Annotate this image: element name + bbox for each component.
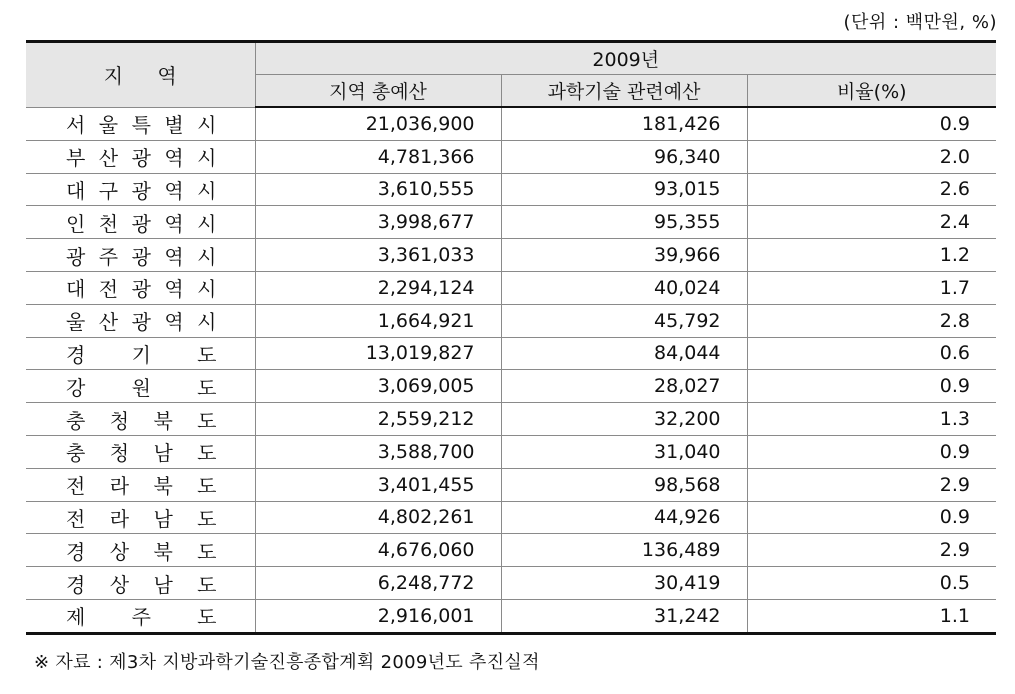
- table-row: [26, 173, 996, 206]
- total-budget-cell: 4,781,366: [255, 140, 501, 173]
- science-budget-cell: 96,340: [501, 140, 747, 173]
- ratio-cell: 2.9: [747, 534, 996, 567]
- region-cell: 울 산 광 역 시: [26, 304, 255, 337]
- science-budget-cell: 28,027: [501, 370, 747, 403]
- table-row: [26, 403, 996, 436]
- total-budget-cell: 2,559,212: [255, 403, 501, 436]
- total-budget-cell: 6,248,772: [255, 567, 501, 600]
- total-budget-cell: 3,401,455: [255, 468, 501, 501]
- science-budget-cell: 39,966: [501, 239, 747, 272]
- source-note: ※ 자료 : 제3차 지방과학기술진흥종합계획 2009년도 추진실적: [34, 652, 540, 673]
- science-budget-cell: 98,568: [501, 468, 747, 501]
- total-budget-cell: 13,019,827: [255, 337, 501, 370]
- table-row: [26, 337, 996, 370]
- table-row: [26, 239, 996, 272]
- table-row: [26, 107, 996, 140]
- science-budget-cell: 45,792: [501, 304, 747, 337]
- region-cell: 전 라 북 도: [26, 468, 255, 501]
- table-row: [26, 140, 996, 173]
- ratio-cell: 2.4: [747, 206, 996, 239]
- total-budget-cell: 4,676,060: [255, 534, 501, 567]
- science-budget-cell: 84,044: [501, 337, 747, 370]
- table-row: [26, 435, 996, 468]
- table-header: [26, 42, 996, 108]
- science-budget-header: 과학기술 관련예산: [501, 75, 747, 108]
- ratio-cell: 1.2: [747, 239, 996, 272]
- total-budget-cell: 2,294,124: [255, 271, 501, 304]
- ratio-cell: 1.3: [747, 403, 996, 436]
- total-budget-cell: 3,069,005: [255, 370, 501, 403]
- ratio-cell: 2.0: [747, 140, 996, 173]
- table-row: [26, 501, 996, 534]
- total-budget-cell: 3,610,555: [255, 173, 501, 206]
- ratio-cell: 0.6: [747, 337, 996, 370]
- region-cell: 경 상 남 도: [26, 567, 255, 600]
- science-budget-cell: 181,426: [501, 107, 747, 140]
- unit-note: (단위 : 백만원, %): [843, 12, 997, 33]
- ratio-cell: 0.9: [747, 435, 996, 468]
- region-cell: 전 라 남 도: [26, 501, 255, 534]
- science-budget-cell: 95,355: [501, 206, 747, 239]
- table-row: [26, 599, 996, 633]
- ratio-cell: 0.9: [747, 501, 996, 534]
- table-row: [26, 271, 996, 304]
- region-cell: 인 천 광 역 시: [26, 206, 255, 239]
- region-cell: 강 원 도: [26, 370, 255, 403]
- science-budget-cell: 40,024: [501, 271, 747, 304]
- ratio-cell: 2.6: [747, 173, 996, 206]
- region-cell: 대 구 광 역 시: [26, 173, 255, 206]
- science-budget-cell: 136,489: [501, 534, 747, 567]
- region-cell: 광 주 광 역 시: [26, 239, 255, 272]
- region-cell: 경 상 북 도: [26, 534, 255, 567]
- region-cell: 경 기 도: [26, 337, 255, 370]
- region-cell: 제 주 도: [26, 599, 255, 633]
- total-budget-cell: 2,916,001: [255, 599, 501, 633]
- total-budget-cell: 3,998,677: [255, 206, 501, 239]
- science-budget-cell: 93,015: [501, 173, 747, 206]
- total-budget-cell: 21,036,900: [255, 107, 501, 140]
- region-cell: 대 전 광 역 시: [26, 271, 255, 304]
- ratio-cell: 2.9: [747, 468, 996, 501]
- ratio-header: 비율(%): [747, 75, 996, 108]
- table-row: [26, 567, 996, 600]
- region-cell: 부 산 광 역 시: [26, 140, 255, 173]
- science-budget-cell: 30,419: [501, 567, 747, 600]
- total-budget-cell: 3,361,033: [255, 239, 501, 272]
- ratio-cell: 0.9: [747, 107, 996, 140]
- region-cell: 충 청 남 도: [26, 435, 255, 468]
- total-budget-header: 지역 총예산: [255, 75, 501, 108]
- table-row: [26, 206, 996, 239]
- region-cell: 서 울 특 별 시: [26, 107, 255, 140]
- ratio-cell: 2.8: [747, 304, 996, 337]
- total-budget-cell: 1,664,921: [255, 304, 501, 337]
- table-row: [26, 468, 996, 501]
- table-body: [26, 107, 996, 633]
- table-row: [26, 370, 996, 403]
- table-row: [26, 304, 996, 337]
- ratio-cell: 0.9: [747, 370, 996, 403]
- ratio-cell: 1.7: [747, 271, 996, 304]
- total-budget-cell: 4,802,261: [255, 501, 501, 534]
- ratio-cell: 1.1: [747, 599, 996, 633]
- science-budget-cell: 31,242: [501, 599, 747, 633]
- table-row: [26, 534, 996, 567]
- science-budget-cell: 32,200: [501, 403, 747, 436]
- region-cell: 충 청 북 도: [26, 403, 255, 436]
- science-budget-cell: 31,040: [501, 435, 747, 468]
- regional-budget-table: [26, 40, 996, 635]
- region-column-header: 지 역: [26, 42, 255, 108]
- year-header: 2009년: [255, 42, 996, 75]
- header-row-year: [26, 42, 996, 75]
- science-budget-cell: 44,926: [501, 501, 747, 534]
- total-budget-cell: 3,588,700: [255, 435, 501, 468]
- ratio-cell: 0.5: [747, 567, 996, 600]
